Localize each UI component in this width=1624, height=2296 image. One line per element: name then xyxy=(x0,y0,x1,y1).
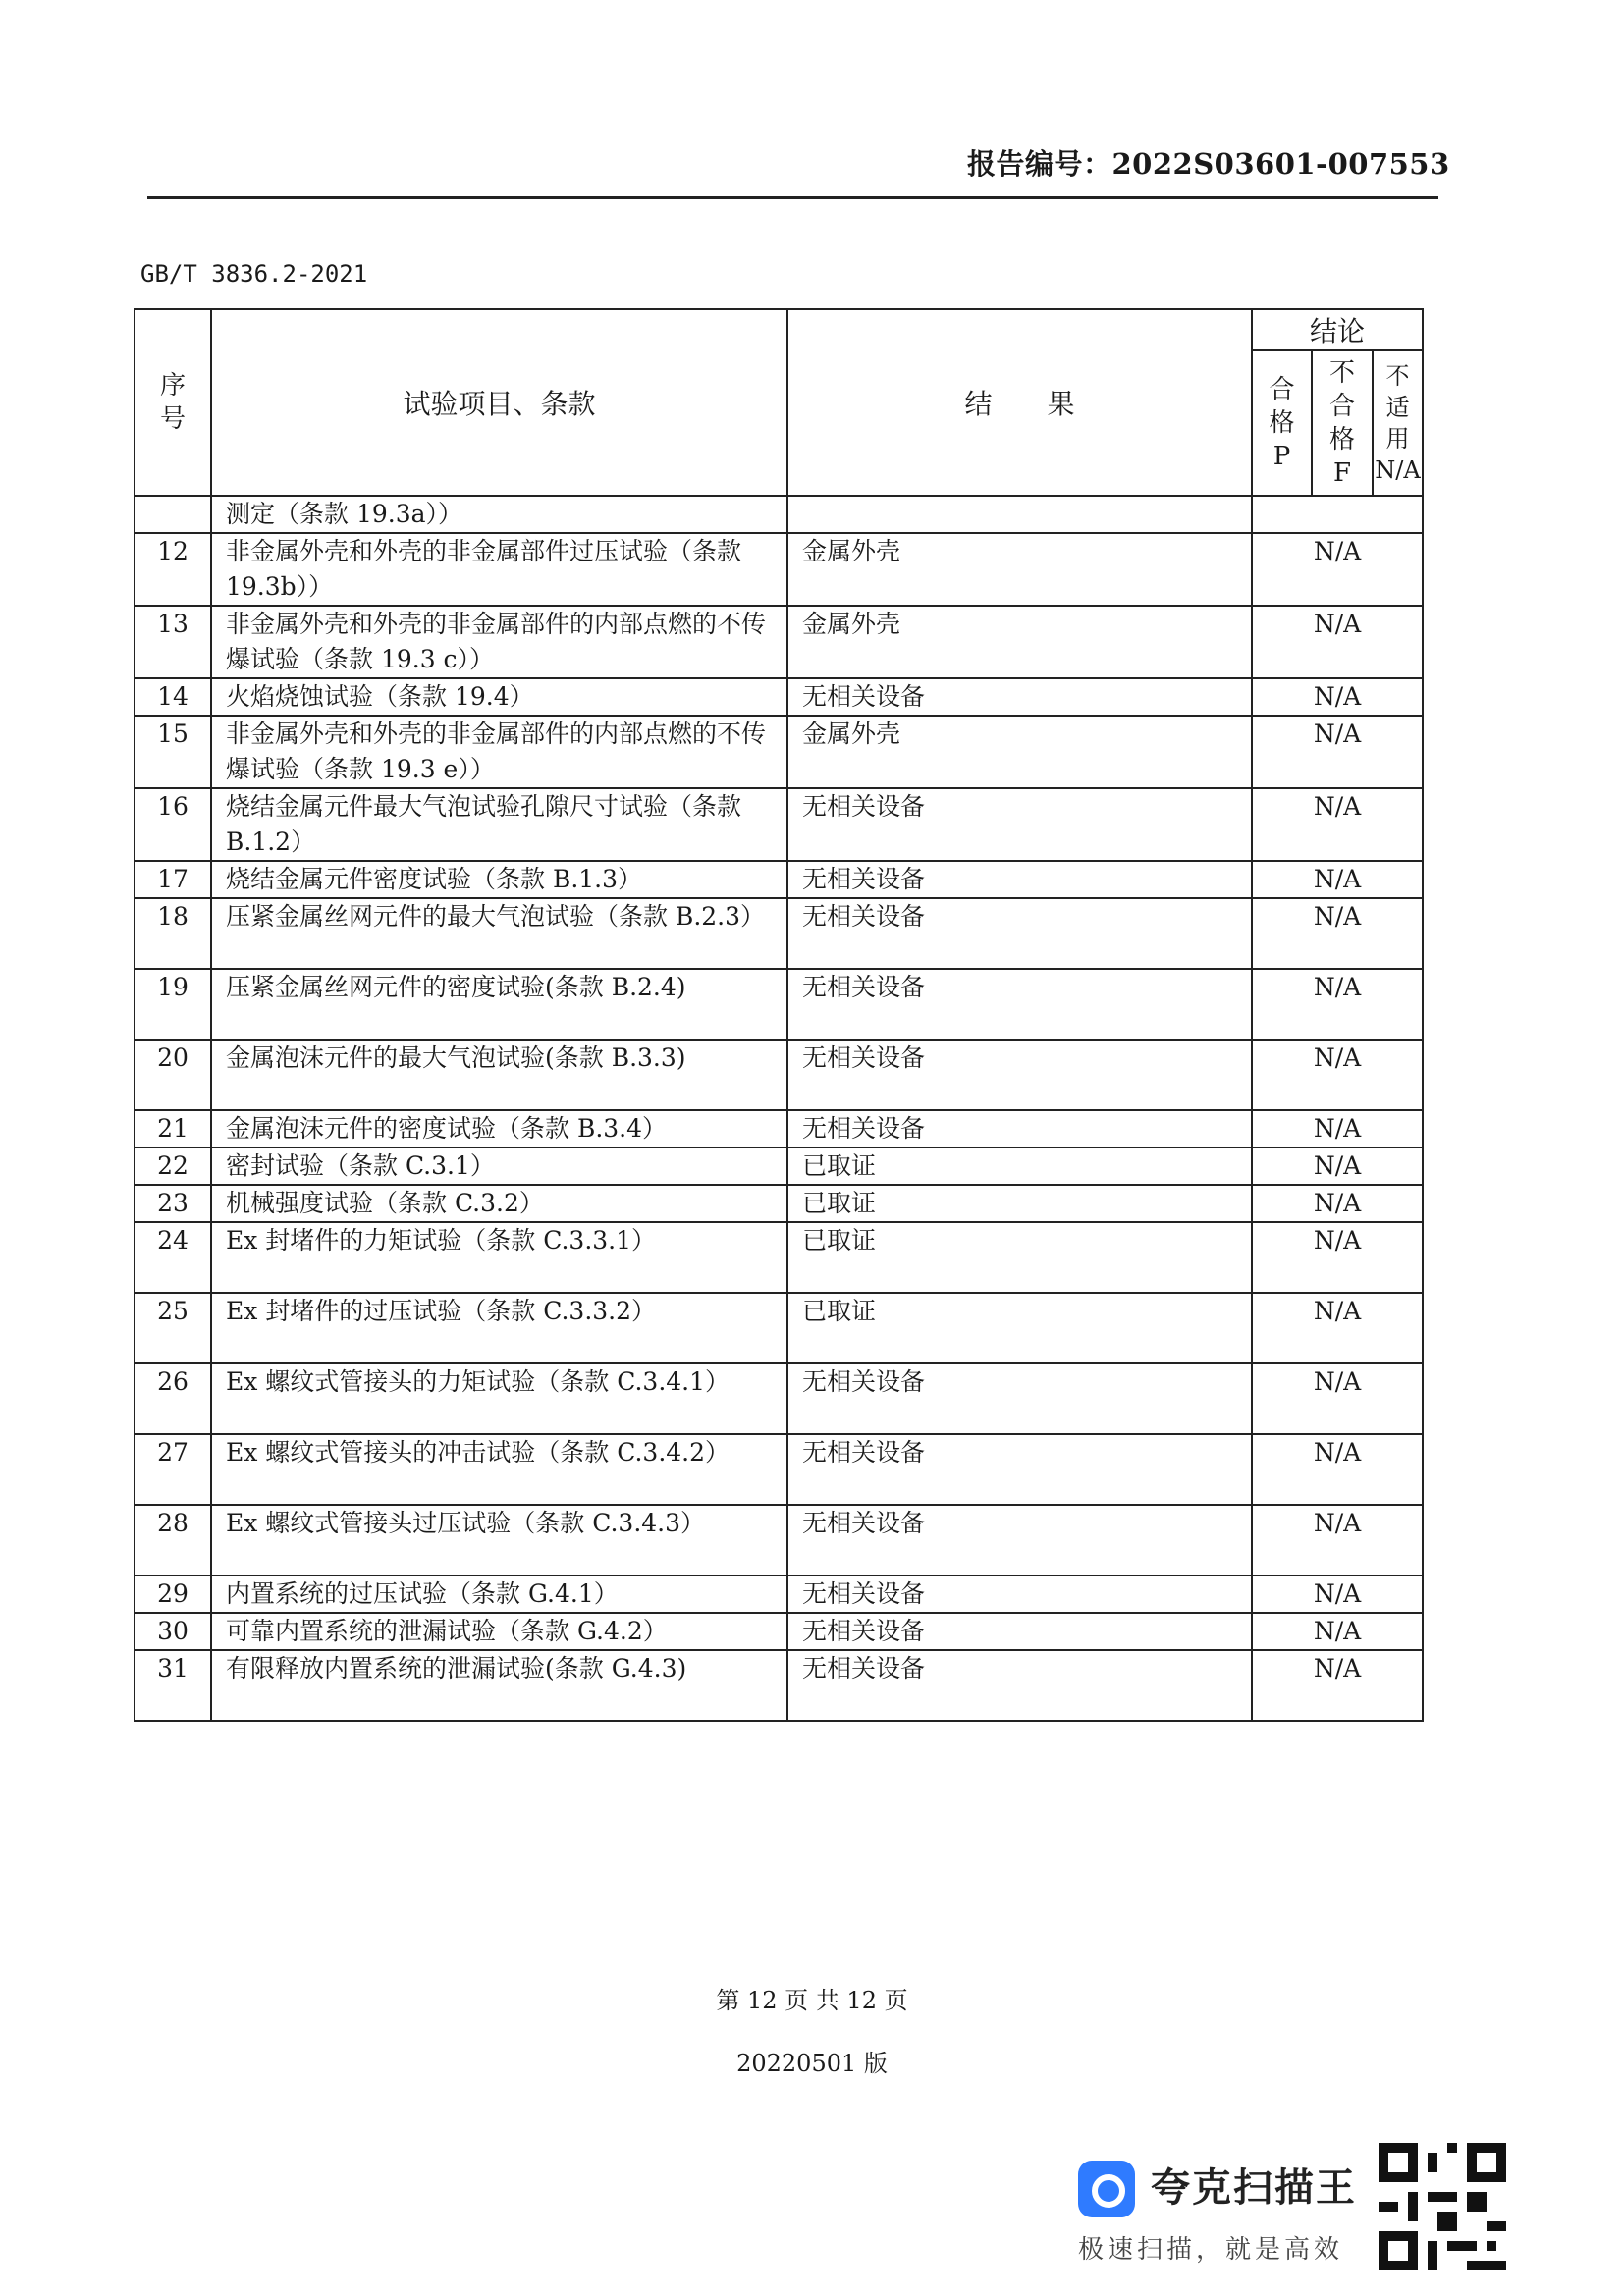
header-conclusion: 结论 xyxy=(1252,309,1423,350)
row-result: 金属外壳 xyxy=(787,533,1252,606)
row-number xyxy=(135,496,211,533)
table-row xyxy=(135,788,1423,861)
row-result: 无相关设备 xyxy=(787,1434,1252,1505)
header-na xyxy=(1373,350,1423,496)
row-conclusion: N/A xyxy=(1252,606,1423,678)
row-test-item: 烧结金属元件最大气泡试验孔隙尺寸试验（条款 B.1.2） xyxy=(211,788,787,861)
scanner-watermark xyxy=(1078,2143,1520,2270)
row-number: 17 xyxy=(135,861,211,898)
row-result: 无相关设备 xyxy=(787,788,1252,861)
table-row xyxy=(135,606,1423,678)
row-conclusion: N/A xyxy=(1252,1110,1423,1148)
header-char: 合 xyxy=(1328,392,1355,421)
row-number: 22 xyxy=(135,1148,211,1185)
table-row xyxy=(135,898,1423,969)
table-row xyxy=(135,969,1423,1040)
row-test-item: 密封试验（条款 C.3.1） xyxy=(211,1148,787,1185)
header-char: N/A xyxy=(1375,456,1421,484)
table-row xyxy=(135,678,1423,716)
qr-code-icon xyxy=(1379,2143,1506,2270)
row-number: 16 xyxy=(135,788,211,861)
table-row xyxy=(135,1110,1423,1148)
row-result: 金属外壳 xyxy=(787,716,1252,788)
header-char: 格 xyxy=(1269,408,1295,438)
row-conclusion: N/A xyxy=(1252,1148,1423,1185)
header-char: 序 xyxy=(159,371,186,400)
header-char: 不 xyxy=(1328,358,1355,388)
row-conclusion: N/A xyxy=(1252,678,1423,716)
header-item: 试验项目、条款 xyxy=(211,309,787,496)
row-test-item: 压紧金属丝网元件的密度试验(条款 B.2.4) xyxy=(211,969,787,1040)
table-row xyxy=(135,1040,1423,1110)
row-number: 26 xyxy=(135,1363,211,1434)
row-number: 15 xyxy=(135,716,211,788)
row-test-item: 火焰烧蚀试验（条款 19.4） xyxy=(211,678,787,716)
row-conclusion: N/A xyxy=(1252,1575,1423,1613)
header-pass xyxy=(1252,350,1312,496)
row-number: 24 xyxy=(135,1222,211,1293)
table-row xyxy=(135,716,1423,788)
row-result: 无相关设备 xyxy=(787,1613,1252,1650)
row-result: 已取证 xyxy=(787,1293,1252,1363)
row-result: 无相关设备 xyxy=(787,861,1252,898)
row-conclusion xyxy=(1252,496,1423,533)
row-test-item: 烧结金属元件密度试验（条款 B.1.3） xyxy=(211,861,787,898)
row-number: 14 xyxy=(135,678,211,716)
row-number: 25 xyxy=(135,1293,211,1363)
row-number: 13 xyxy=(135,606,211,678)
header-char: P xyxy=(1272,442,1291,471)
row-number: 19 xyxy=(135,969,211,1040)
header-char: 号 xyxy=(159,404,186,434)
header-fail xyxy=(1312,350,1373,496)
row-test-item: 压紧金属丝网元件的最大气泡试验（条款 B.2.3） xyxy=(211,898,787,969)
scanner-logo-icon xyxy=(1078,2161,1135,2217)
row-test-item: 有限释放内置系统的泄漏试验(条款 G.4.3) xyxy=(211,1650,787,1721)
row-test-item: Ex 螺纹式管接头的力矩试验（条款 C.3.4.1） xyxy=(211,1363,787,1434)
row-conclusion: N/A xyxy=(1252,533,1423,606)
row-number: 29 xyxy=(135,1575,211,1613)
row-conclusion: N/A xyxy=(1252,1293,1423,1363)
row-number: 12 xyxy=(135,533,211,606)
table-row xyxy=(135,496,1423,533)
table-row xyxy=(135,1363,1423,1434)
row-conclusion: N/A xyxy=(1252,1185,1423,1222)
header-result: 结 果 xyxy=(787,309,1252,496)
row-test-item: 金属泡沫元件的密度试验（条款 B.3.4） xyxy=(211,1110,787,1148)
table-row xyxy=(135,1434,1423,1505)
row-conclusion: N/A xyxy=(1252,1650,1423,1721)
table-row xyxy=(135,1650,1423,1721)
header-divider xyxy=(147,196,1438,199)
row-number: 31 xyxy=(135,1650,211,1721)
row-result: 已取证 xyxy=(787,1185,1252,1222)
table-row xyxy=(135,533,1423,606)
row-conclusion: N/A xyxy=(1252,1613,1423,1650)
row-result: 无相关设备 xyxy=(787,678,1252,716)
version-label: 20220501 版 xyxy=(736,2050,888,2077)
header-char: 用 xyxy=(1385,425,1410,453)
table-row xyxy=(135,1222,1423,1293)
row-conclusion: N/A xyxy=(1252,1363,1423,1434)
header-char: 合 xyxy=(1269,375,1295,404)
row-test-item: 非金属外壳和外壳的非金属部件过压试验（条款 19.3b）） xyxy=(211,533,787,606)
row-result: 无相关设备 xyxy=(787,1575,1252,1613)
row-conclusion: N/A xyxy=(1252,861,1423,898)
table-row xyxy=(135,1505,1423,1575)
scanner-slogan: 极速扫描，就是高效 xyxy=(1078,2235,1344,2265)
row-result xyxy=(787,496,1252,533)
standard-code: GB/T 3836.2-2021 xyxy=(140,260,368,288)
row-test-item: Ex 封堵件的力矩试验（条款 C.3.3.1） xyxy=(211,1222,787,1293)
row-test-item: Ex 螺纹式管接头过压试验（条款 C.3.4.3） xyxy=(211,1505,787,1575)
table-row xyxy=(135,1185,1423,1222)
row-conclusion: N/A xyxy=(1252,969,1423,1040)
row-number: 18 xyxy=(135,898,211,969)
row-conclusion: N/A xyxy=(1252,1222,1423,1293)
row-conclusion: N/A xyxy=(1252,1505,1423,1575)
header-seq xyxy=(135,309,211,496)
header-char: F xyxy=(1332,458,1352,488)
row-result: 无相关设备 xyxy=(787,1505,1252,1575)
header-char: 格 xyxy=(1328,425,1355,454)
table-row xyxy=(135,1148,1423,1185)
row-result: 金属外壳 xyxy=(787,606,1252,678)
row-conclusion: N/A xyxy=(1252,898,1423,969)
page-info: 第 12 页 共 12 页 xyxy=(716,1987,908,2014)
row-test-item: 机械强度试验（条款 C.3.2） xyxy=(211,1185,787,1222)
row-number: 28 xyxy=(135,1505,211,1575)
table-row xyxy=(135,861,1423,898)
row-test-item: 测定（条款 19.3a）） xyxy=(211,496,787,533)
row-result: 无相关设备 xyxy=(787,969,1252,1040)
report-number: 报告编号：2022S03601-007553 xyxy=(967,147,1450,181)
header-char: 适 xyxy=(1385,394,1410,421)
row-result: 无相关设备 xyxy=(787,1110,1252,1148)
header-char: 不 xyxy=(1385,362,1410,390)
row-number: 20 xyxy=(135,1040,211,1110)
row-number: 27 xyxy=(135,1434,211,1505)
row-conclusion: N/A xyxy=(1252,788,1423,861)
row-result: 无相关设备 xyxy=(787,1650,1252,1721)
row-result: 无相关设备 xyxy=(787,1363,1252,1434)
row-number: 21 xyxy=(135,1110,211,1148)
row-number: 23 xyxy=(135,1185,211,1222)
row-conclusion: N/A xyxy=(1252,716,1423,788)
row-result: 无相关设备 xyxy=(787,1040,1252,1110)
row-result: 已取证 xyxy=(787,1222,1252,1293)
row-test-item: Ex 封堵件的过压试验（条款 C.3.3.2） xyxy=(211,1293,787,1363)
table-row xyxy=(135,1575,1423,1613)
table-row xyxy=(135,1293,1423,1363)
row-test-item: Ex 螺纹式管接头的冲击试验（条款 C.3.4.2） xyxy=(211,1434,787,1505)
row-number: 30 xyxy=(135,1613,211,1650)
row-test-item: 金属泡沫元件的最大气泡试验(条款 B.3.3) xyxy=(211,1040,787,1110)
row-test-item: 非金属外壳和外壳的非金属部件的内部点燃的不传爆试验（条款 19.3 c）） xyxy=(211,606,787,678)
row-test-item: 内置系统的过压试验（条款 G.4.1） xyxy=(211,1575,787,1613)
row-test-item: 非金属外壳和外壳的非金属部件的内部点燃的不传爆试验（条款 19.3 e）） xyxy=(211,716,787,788)
row-conclusion: N/A xyxy=(1252,1434,1423,1505)
table-row xyxy=(135,1613,1423,1650)
scanner-title: 夸克扫描王 xyxy=(1151,2165,1357,2211)
results-table xyxy=(134,308,1424,1722)
row-conclusion: N/A xyxy=(1252,1040,1423,1110)
row-result: 已取证 xyxy=(787,1148,1252,1185)
row-test-item: 可靠内置系统的泄漏试验（条款 G.4.2） xyxy=(211,1613,787,1650)
row-result: 无相关设备 xyxy=(787,898,1252,969)
